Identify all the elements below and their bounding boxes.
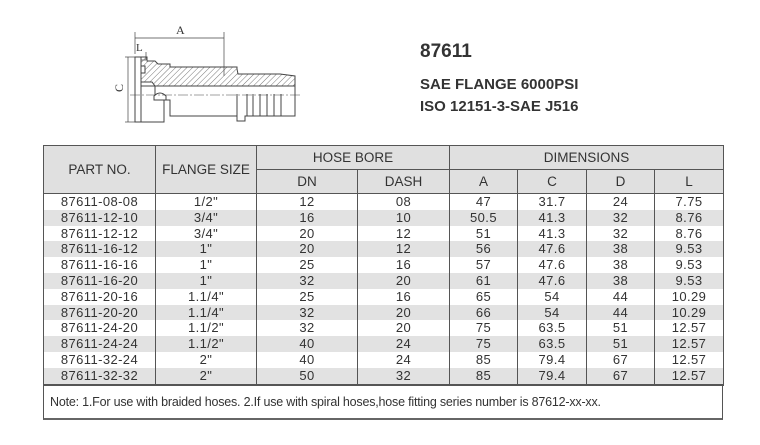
cell-l: 12.57 — [655, 336, 724, 352]
cell-part-no: 87611-16-12 — [44, 241, 156, 257]
cell-part-no: 87611-24-24 — [44, 336, 156, 352]
header-dash: DASH — [358, 170, 450, 194]
table-row — [44, 352, 724, 368]
note: Note: 1.For use with braided hoses. 2.If use with spiral hoses,hose fitting series number is 87612-xx-xx. — [43, 384, 723, 420]
cell-flange-size: 1" — [156, 241, 257, 257]
cell-l: 10.29 — [655, 289, 724, 305]
cell-d: 38 — [587, 257, 655, 273]
cell-dn: 20 — [257, 226, 358, 242]
cell-dn: 40 — [257, 336, 358, 352]
table-row — [44, 226, 724, 242]
cell-flange-size: 1" — [156, 273, 257, 289]
spec-line-2: ISO 12151-3-SAE J516 — [420, 98, 579, 115]
cell-dash: 16 — [358, 289, 450, 305]
header-dimensions: DIMENSIONS — [450, 146, 724, 170]
cell-dash: 24 — [358, 336, 450, 352]
cell-dn: 32 — [257, 305, 358, 321]
cell-flange-size: 1/2" — [156, 194, 257, 210]
cell-dn: 40 — [257, 352, 358, 368]
table-row — [44, 320, 724, 336]
cell-l: 9.53 — [655, 273, 724, 289]
cell-a: 75 — [450, 320, 518, 336]
cell-d: 44 — [587, 305, 655, 321]
cell-flange-size: 2" — [156, 352, 257, 368]
cell-d: 38 — [587, 273, 655, 289]
cell-dn: 12 — [257, 194, 358, 210]
table-row — [44, 305, 724, 321]
cell-a: 65 — [450, 289, 518, 305]
cell-part-no: 87611-08-08 — [44, 194, 156, 210]
header-hose-bore: HOSE BORE — [257, 146, 450, 170]
cell-d: 67 — [587, 352, 655, 368]
model-number: 87611 — [420, 41, 472, 62]
cell-l: 8.76 — [655, 210, 724, 226]
fitting-drawing — [110, 14, 310, 126]
cell-dash: 20 — [358, 273, 450, 289]
cell-dn: 32 — [257, 320, 358, 336]
cell-dash: 24 — [358, 352, 450, 368]
header-l: L — [655, 170, 724, 194]
cell-c: 47.6 — [518, 273, 587, 289]
cell-dn: 25 — [257, 289, 358, 305]
cell-d: 32 — [587, 210, 655, 226]
table-row — [44, 273, 724, 289]
cell-c: 79.4 — [518, 352, 587, 368]
spec-table — [43, 145, 724, 386]
cell-a: 85 — [450, 368, 518, 385]
cell-c: 54 — [518, 305, 587, 321]
cell-flange-size: 1.1/4" — [156, 305, 257, 321]
table-row — [44, 257, 724, 273]
cell-a: 57 — [450, 257, 518, 273]
header-a: A — [450, 170, 518, 194]
dimension-label-l: L — [136, 42, 143, 54]
cell-part-no: 87611-20-16 — [44, 289, 156, 305]
cell-l: 8.76 — [655, 226, 724, 242]
header-c: C — [518, 170, 587, 194]
cell-dash: 20 — [358, 320, 450, 336]
cell-flange-size: 1.1/4" — [156, 289, 257, 305]
cell-d: 38 — [587, 241, 655, 257]
cell-dn: 20 — [257, 241, 358, 257]
cell-c: 63.5 — [518, 336, 587, 352]
cell-a: 50.5 — [450, 210, 518, 226]
cell-part-no: 87611-24-20 — [44, 320, 156, 336]
table-row — [44, 241, 724, 257]
cell-flange-size: 1" — [156, 257, 257, 273]
cell-c: 63.5 — [518, 320, 587, 336]
cell-part-no: 87611-32-32 — [44, 368, 156, 385]
cell-d: 44 — [587, 289, 655, 305]
header-flange-size: FLANGE SIZE — [156, 146, 257, 194]
cell-a: 85 — [450, 352, 518, 368]
dimension-label-a: A — [176, 23, 185, 37]
cell-dash: 20 — [358, 305, 450, 321]
cell-flange-size: 1.1/2" — [156, 336, 257, 352]
cell-dash: 12 — [358, 226, 450, 242]
cell-a: 75 — [450, 336, 518, 352]
cell-a: 61 — [450, 273, 518, 289]
table-row — [44, 194, 724, 210]
cell-flange-size: 3/4" — [156, 226, 257, 242]
cell-flange-size: 2" — [156, 368, 257, 385]
cell-l: 12.57 — [655, 320, 724, 336]
cell-dash: 10 — [358, 210, 450, 226]
cell-c: 41.3 — [518, 226, 587, 242]
header-dn: DN — [257, 170, 358, 194]
cell-c: 47.6 — [518, 241, 587, 257]
cell-d: 24 — [587, 194, 655, 210]
table-body — [44, 194, 724, 385]
cell-a: 51 — [450, 226, 518, 242]
cell-part-no: 87611-32-24 — [44, 352, 156, 368]
cell-c: 54 — [518, 289, 587, 305]
cell-l: 10.29 — [655, 305, 724, 321]
spec-line-1: SAE FLANGE 6000PSI — [420, 76, 579, 93]
cell-dash: 08 — [358, 194, 450, 210]
table-row — [44, 368, 724, 385]
cell-a: 47 — [450, 194, 518, 210]
cell-dash: 12 — [358, 241, 450, 257]
header-part-no: PART NO. — [44, 146, 156, 194]
cell-part-no: 87611-12-12 — [44, 226, 156, 242]
cell-l: 12.57 — [655, 352, 724, 368]
table-row — [44, 289, 724, 305]
cell-part-no: 87611-20-20 — [44, 305, 156, 321]
cell-dn: 50 — [257, 368, 358, 385]
cell-flange-size: 3/4" — [156, 210, 257, 226]
title-block — [420, 40, 578, 118]
cell-c: 47.6 — [518, 257, 587, 273]
cell-c: 41.3 — [518, 210, 587, 226]
cell-dash: 32 — [358, 368, 450, 385]
cell-flange-size: 1.1/2" — [156, 320, 257, 336]
cell-part-no: 87611-16-20 — [44, 273, 156, 289]
cell-dn: 16 — [257, 210, 358, 226]
cell-d: 51 — [587, 336, 655, 352]
cell-c: 79.4 — [518, 368, 587, 385]
cell-d: 51 — [587, 320, 655, 336]
cell-dn: 25 — [257, 257, 358, 273]
cell-part-no: 87611-12-10 — [44, 210, 156, 226]
cell-l: 9.53 — [655, 257, 724, 273]
cell-l: 12.57 — [655, 368, 724, 385]
cell-part-no: 87611-16-16 — [44, 257, 156, 273]
cell-a: 56 — [450, 241, 518, 257]
cell-dn: 32 — [257, 273, 358, 289]
cell-l: 7.75 — [655, 194, 724, 210]
cell-dash: 16 — [358, 257, 450, 273]
table-row — [44, 336, 724, 352]
cell-c: 31.7 — [518, 194, 587, 210]
cell-d: 67 — [587, 368, 655, 385]
dimension-label-c: C — [112, 83, 126, 92]
header-d: D — [587, 170, 655, 194]
cell-l: 9.53 — [655, 241, 724, 257]
cell-d: 32 — [587, 226, 655, 242]
table-row — [44, 210, 724, 226]
cell-a: 66 — [450, 305, 518, 321]
